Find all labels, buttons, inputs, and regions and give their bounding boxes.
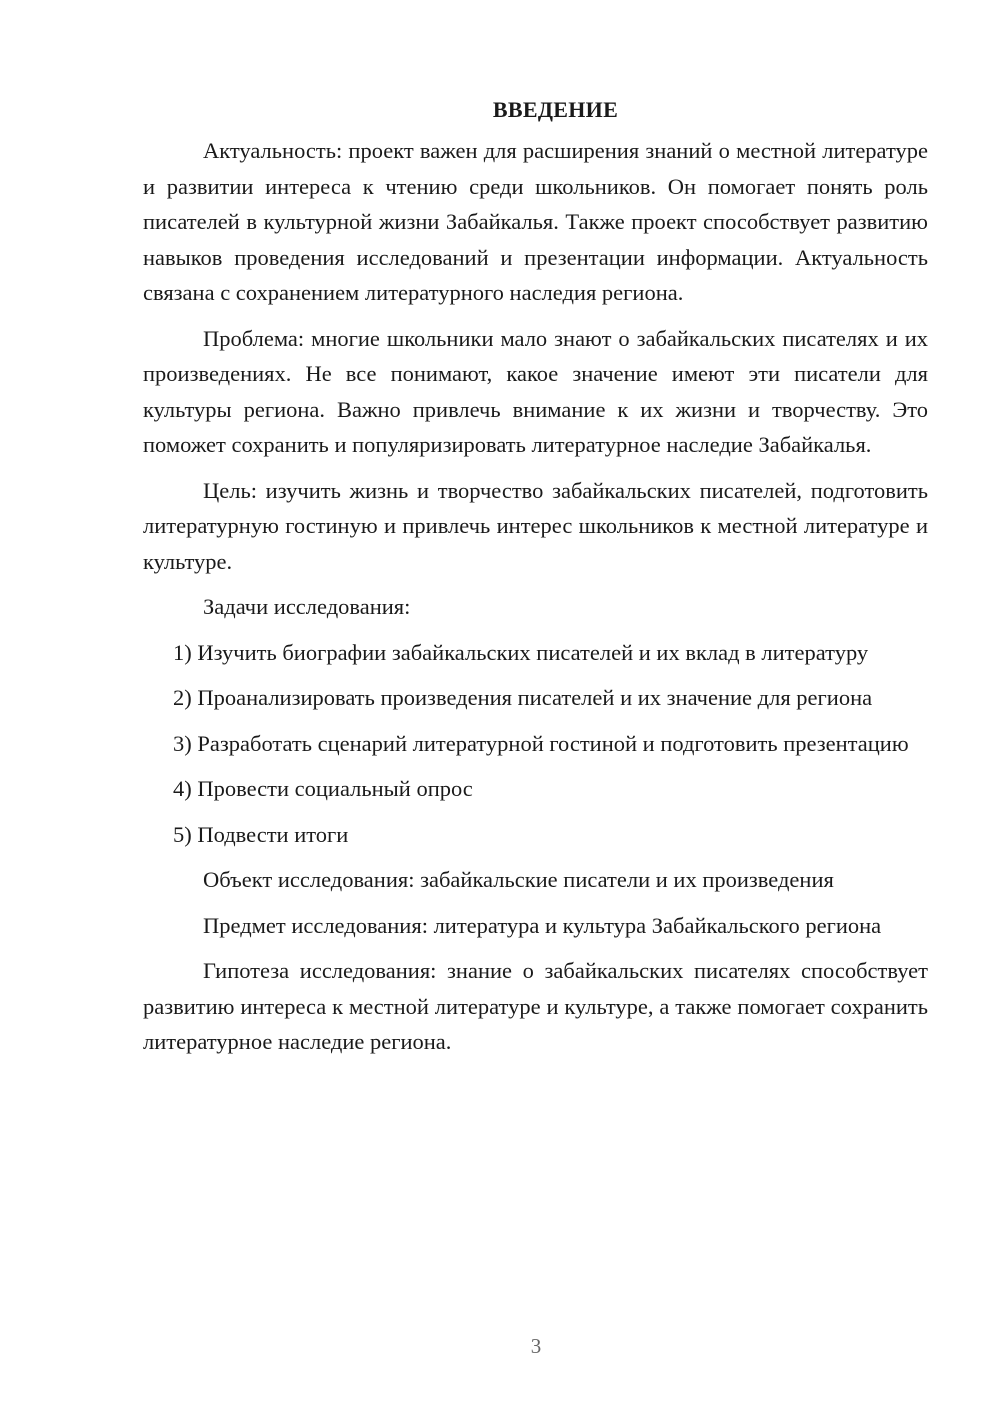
section-title: ВВЕДЕНИЕ — [492, 97, 619, 122]
paragraph-subject: Предмет исследования: литература и культура Забайкальского региона — [203, 912, 882, 938]
page-number: 3 — [530, 1334, 542, 1358]
task-item-4: 4) Провести социальный опрос — [173, 776, 473, 801]
paragraph-object: Объект исследования: забайкальские писатели и их произведения — [203, 867, 834, 892]
tasks-heading: Задачи исследования: — [203, 594, 411, 619]
page-content — [143, 92, 928, 1060]
paragraph-hypothesis: Гипотеза исследования: знание о забайкальских писателях способствует развитию интереса к местной литературе и культуре, а также помогает сохранить литературное наследие региона. — [143, 958, 928, 1054]
paragraph-problem: Проблема: многие школьники мало знают о забайкальских писателях и их произведениях. Не все понимают, какое значение имеют эти писатели для культуры региона. Важно привлечь внимание к их жизни и творчеству. Это поможет сохранить и популяризировать литературное наследие Забайкалья. — [143, 325, 928, 457]
task-item-1: 1) Изучить биографии забайкальских писателей и их вклад в литературу — [173, 639, 869, 665]
task-item-3: 3) Разработать сценарий литературной гостиной и подготовить презентацию — [173, 730, 909, 756]
paragraph-relevance: Актуальность: проект важен для расширения знаний о местной литературе и развитии интереса к чтению среди школьников. Он помогает понять роль писателей в культурной жизни Забайкалья. Также проект способствует развитию навыков проведения исследований и презентации информации. Актуальность связана с сохранением литературного наследия региона. — [143, 138, 928, 305]
task-item-2: 2) Проанализировать произведения писателей и их значение для региона — [173, 685, 873, 710]
task-item-5: 5) Подвести итоги — [173, 821, 349, 847]
paragraph-goal: Цель: изучить жизнь и творчество забайкальских писателей, подготовить литературную гостиную и привлечь интерес школьников к местной литературе и культуре. — [143, 477, 928, 574]
